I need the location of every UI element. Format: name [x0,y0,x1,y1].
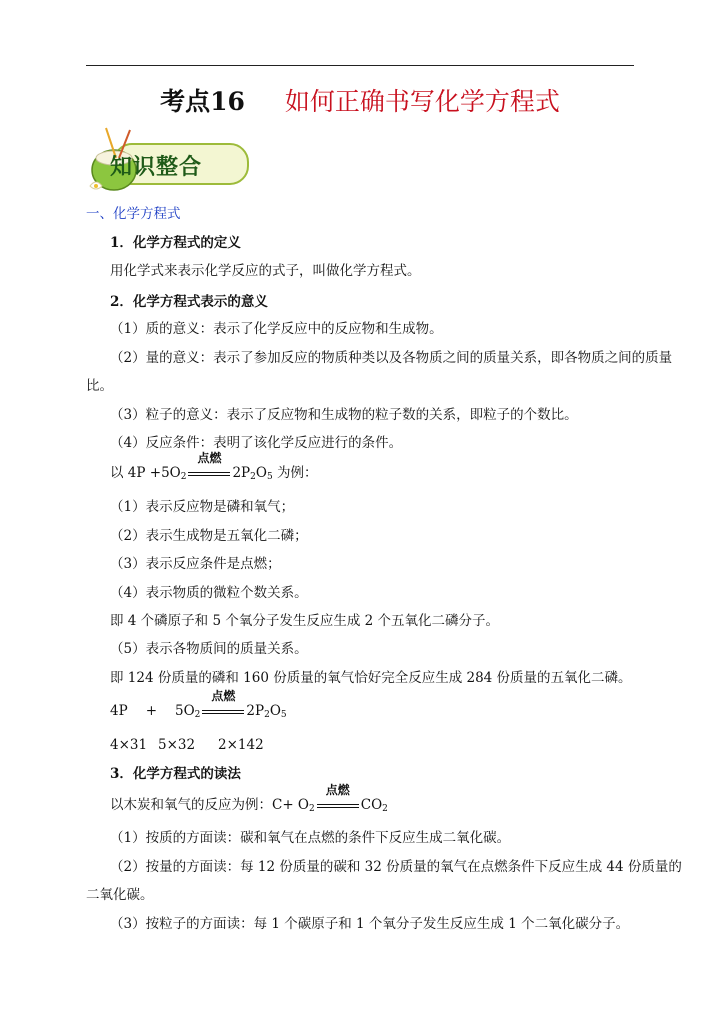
title-name: 如何正确书写化学方程式 [284,87,560,116]
example-item-1: （1）表示反应物是磷和氧气； [110,499,295,515]
reading-quantity-cont: 二氧化碳。 [86,887,154,903]
mass-value-o2: 5×32 [158,737,196,753]
subheading-definition: 1．化学方程式的定义 [110,235,241,251]
meaning-particle: （3）粒子的意义：表示了反应物和生成物的粒子数的关系，即粒子的个数比。 [110,407,578,423]
example-item-5: （5）表示各物质间的质量关系。 [110,641,308,657]
reaction-arrow: 点燃 [186,464,232,482]
title-number: 考点16 [160,87,245,116]
reading-particle: （3）按粒子的方面读：每 1 个碳原子和 1 个氧分子发生反应生成 1 个二氧化碳分子。 [110,916,630,932]
mass-value-p: 4×31 [110,737,148,753]
meaning-quantity: （2）量的意义：表示了参加反应的物质种类以及各物质之间的质量关系，即各物质之间的质量 [110,350,673,366]
header-rule [86,65,634,66]
example-item-5-detail: 即 124 份质量的磷和 160 份质量的氧气恰好完全反应生成 284 份质量的五氧化二磷。 [110,670,632,686]
mass-value-p2o5: 2×142 [218,737,264,753]
definition-text: 用化学式来表示化学反应的式子，叫做化学方程式。 [110,263,421,279]
subheading-reading: 3．化学方程式的读法 [110,766,241,782]
reaction-arrow: 点燃 [315,796,361,814]
example-item-4: （4）表示物质的微粒个数关系。 [110,585,308,601]
page-title [0,84,720,120]
example-item-2: （2）表示生成物是五氧化二磷； [110,528,308,544]
carbon-equation: 以木炭和氧气的反应为例：$C+ O_2$ 点燃 $CO_2$ [110,783,388,814]
meaning-quality: （1）质的意义：表示了化学反应中的反应物和生成物。 [110,321,443,337]
reaction-arrow: 点燃 [200,702,246,720]
example-equation: 以 $4P +5O_2$ 点燃 $2P_2O_5$ 为例： [110,451,318,482]
reading-quantity: （2）按量的方面读：每 12 份质量的碳和 32 份质量的氧气在点燃条件下反应生成 44 份质量的 [110,859,682,875]
banner-label: 知识整合 [110,155,203,180]
section-heading: 一、化学方程式 [86,206,181,222]
example-item-3: （3）表示反应条件是点燃； [110,556,281,572]
meaning-quantity-cont: 比。 [86,378,113,394]
example-item-4-detail: 即 4 个磷原子和 5 个氧分子发生反应生成 2 个五氧化二磷分子。 [110,613,500,629]
reading-quality: （1）按质的方面读：碳和氧气在点燃的条件下反应生成二氧化碳。 [110,830,511,846]
mass-equation: $4P + 5O_2$ 点燃 $2P_2O_5$ [110,689,287,720]
meaning-condition: （4）反应条件：表明了该化学反应进行的条件。 [110,435,403,451]
subheading-meaning: 2．化学方程式表示的意义 [110,294,268,310]
